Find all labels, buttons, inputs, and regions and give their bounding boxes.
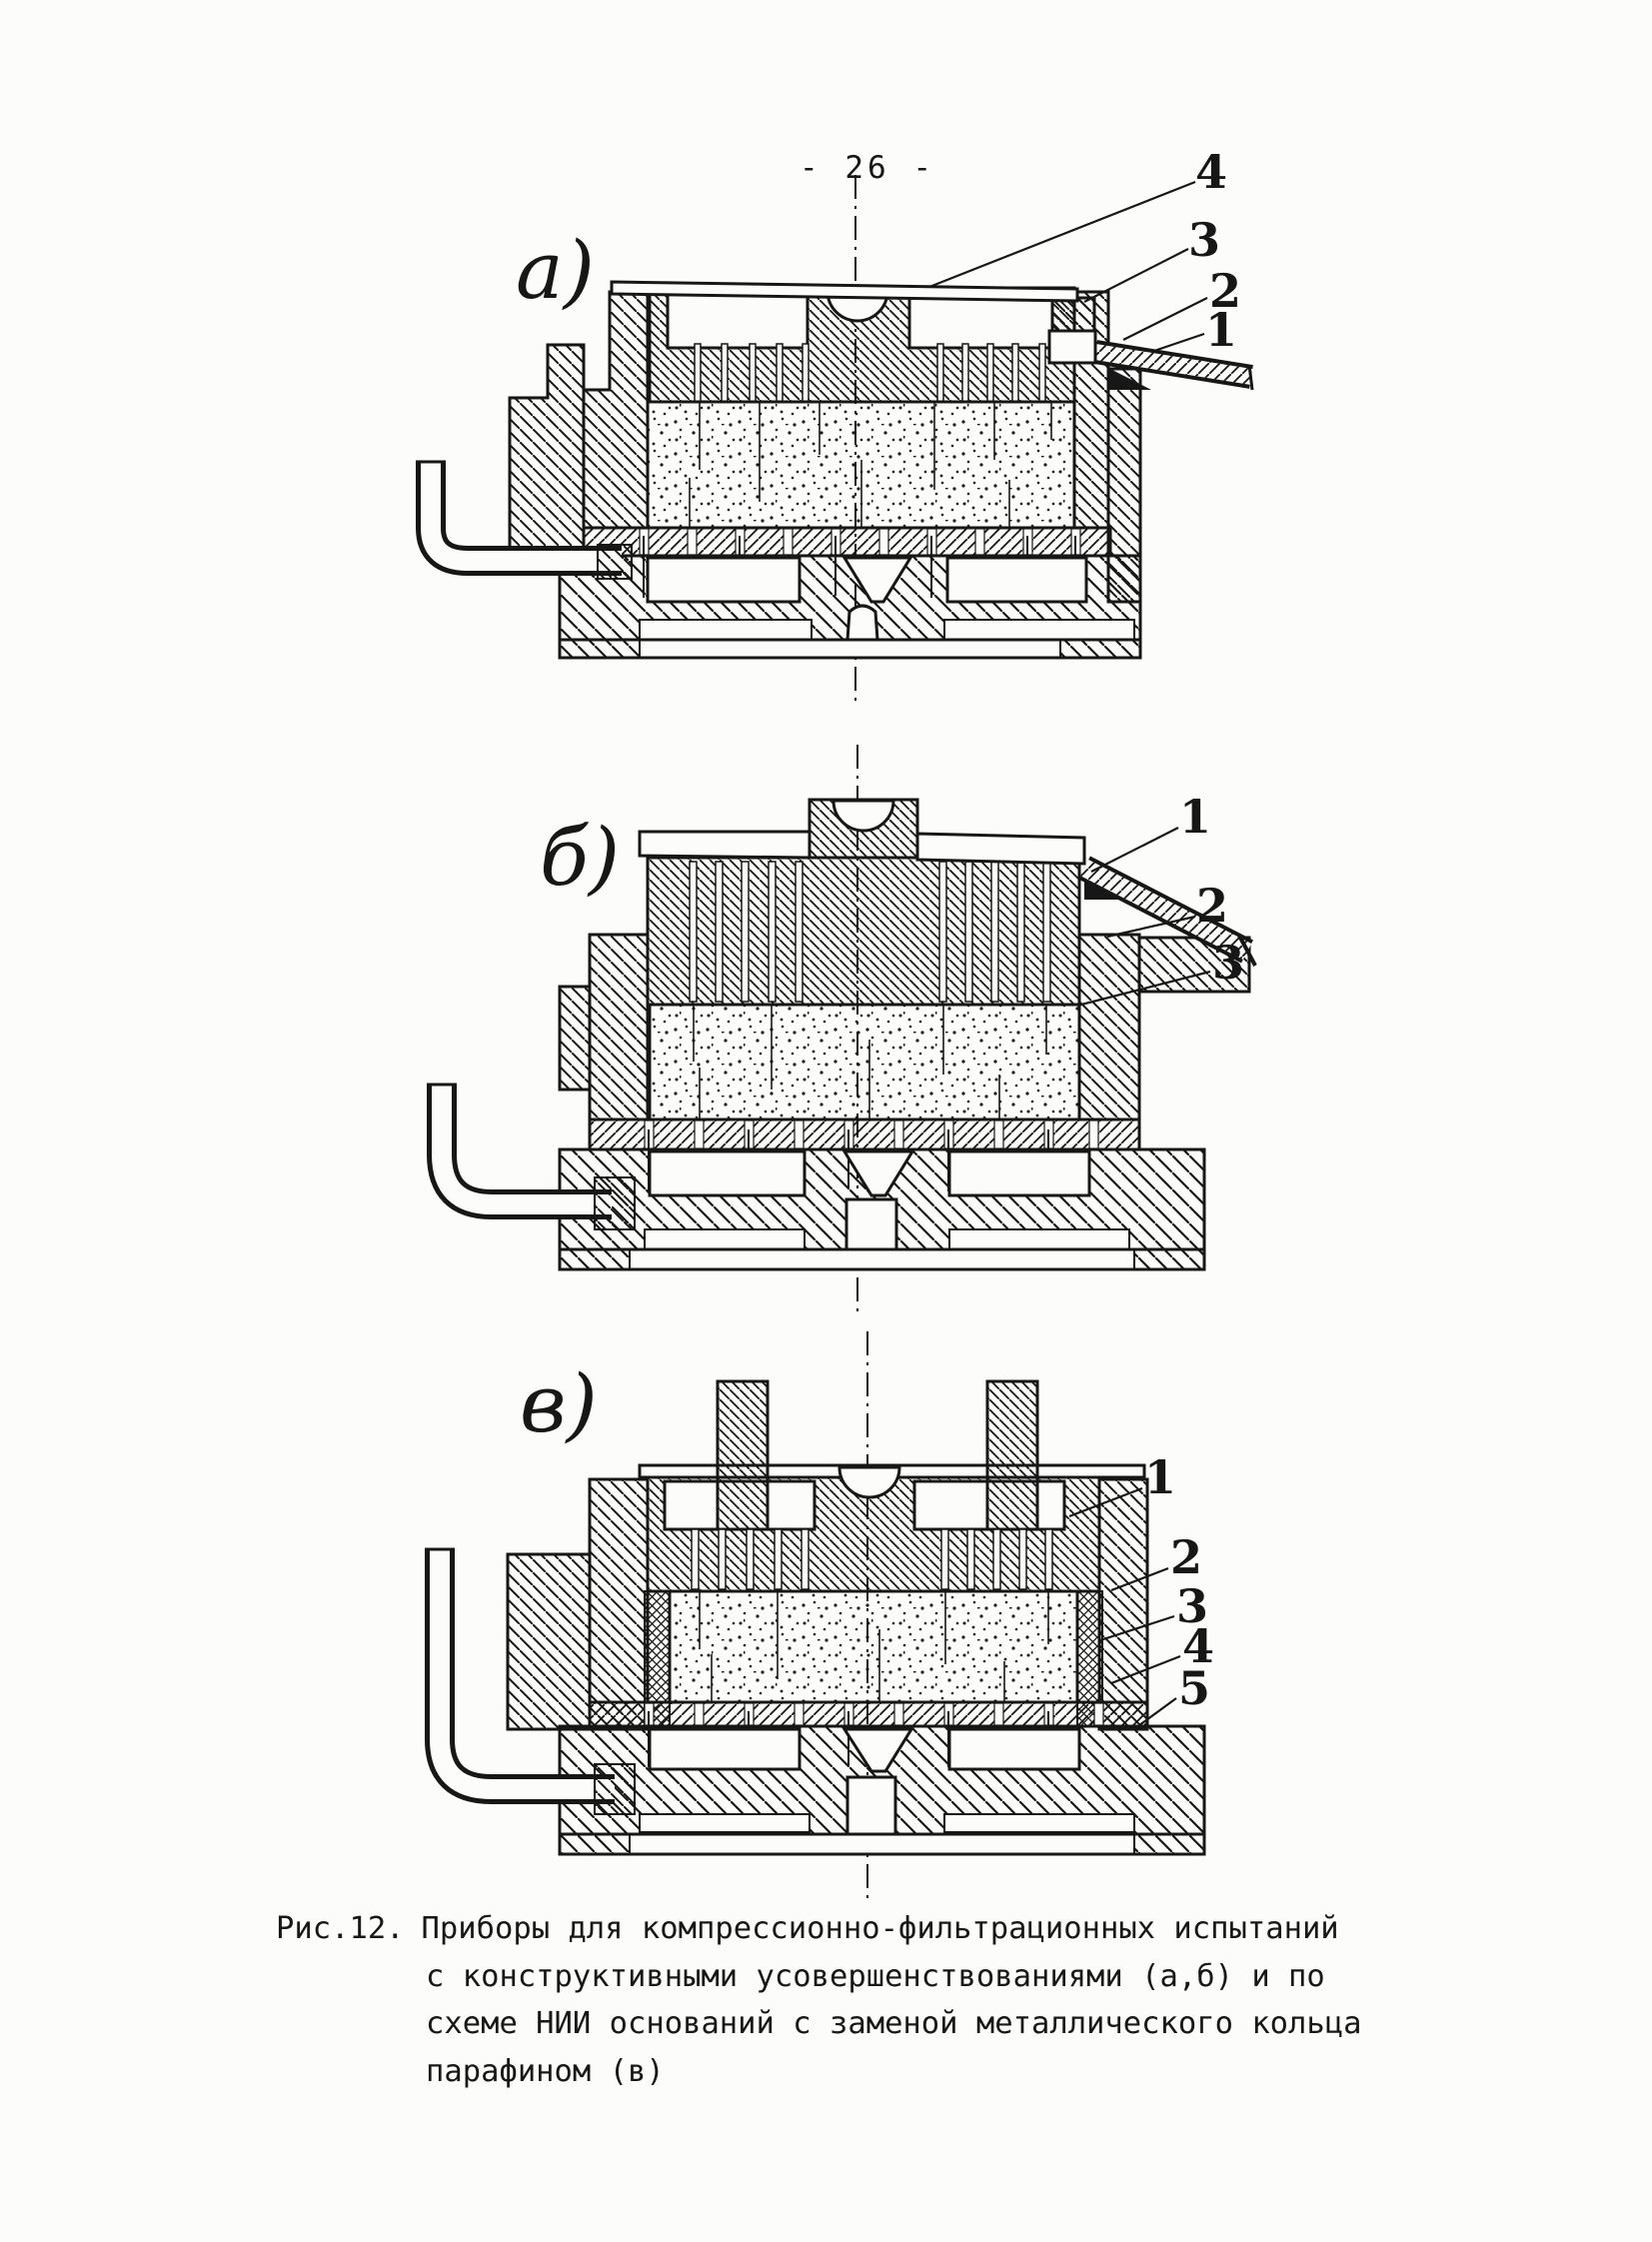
callout-1: 1: [1178, 790, 1212, 844]
caption-line-1: Приборы для компрессионно-фильтрационных испытаний: [421, 1911, 1339, 1946]
ring-wall-left: [590, 935, 648, 1120]
ring-wall-left: [590, 1479, 648, 1729]
callout-4: 4: [1181, 1619, 1215, 1673]
callout-3: 3: [1211, 936, 1245, 990]
callout-2: 2: [1195, 879, 1229, 933]
outer-jacket-left: [510, 345, 584, 558]
figure-v-drawing: [380, 1329, 1299, 1909]
callout-2: 2: [1208, 264, 1242, 318]
drain-hole: [847, 606, 877, 640]
outer-jacket-left: [560, 987, 590, 1090]
figure-caption-number: Рис.12.: [276, 1911, 405, 1946]
foot-plate: [560, 1249, 1204, 1269]
foot-plate: [560, 1834, 1204, 1854]
tube-nipple: [598, 545, 632, 579]
center-post: [847, 1777, 895, 1834]
soil-sample: [670, 1591, 1077, 1702]
soil-sample: [650, 1005, 1079, 1120]
collar-plate-left: [640, 832, 810, 858]
figure-b-drawing: [380, 740, 1299, 1319]
perforated-plate: [590, 1120, 1139, 1149]
outer-jacket-left: [508, 1554, 590, 1729]
tube-nipple: [595, 1177, 635, 1229]
callout-3: 3: [1175, 1579, 1209, 1633]
page-number: - 26 -: [800, 150, 935, 186]
caption-line-4: парафином (в): [426, 2053, 665, 2089]
foot-plate: [560, 640, 1140, 658]
ring-wall-left: [584, 292, 648, 528]
tube-fitting: [1049, 331, 1095, 363]
callout-5: 5: [1177, 1661, 1211, 1715]
figure-label-v: в): [520, 1357, 598, 1450]
callout-4: 4: [1194, 150, 1228, 199]
loading-rod-left: [718, 1381, 768, 1529]
piston-block: [648, 858, 1079, 1005]
figure-label-b: б): [540, 811, 621, 904]
callout-1: 1: [1143, 1450, 1177, 1504]
caption-line-3: схеме НИИ оснований с заменой металлического кольца: [426, 2006, 1362, 2041]
ring-wall-right: [1079, 935, 1139, 1120]
figure-label-a: а): [516, 224, 595, 317]
loading-rod-right: [987, 1381, 1037, 1529]
callout-3: 3: [1187, 213, 1221, 267]
tube-nipple: [595, 1764, 635, 1814]
callout-1: 1: [1204, 303, 1238, 357]
caption-line-2: с конструктивными усовершенствованиями (а,б) и по: [426, 1958, 1325, 1994]
collar-plate-right: [917, 834, 1084, 864]
callout-2: 2: [1169, 1530, 1203, 1584]
figure-caption: [276, 1905, 1362, 2095]
ring-wall-right: [1099, 1479, 1147, 1729]
center-post: [846, 1199, 896, 1249]
perforated-plate: [590, 1702, 1147, 1726]
figure-a-drawing: [380, 150, 1279, 710]
